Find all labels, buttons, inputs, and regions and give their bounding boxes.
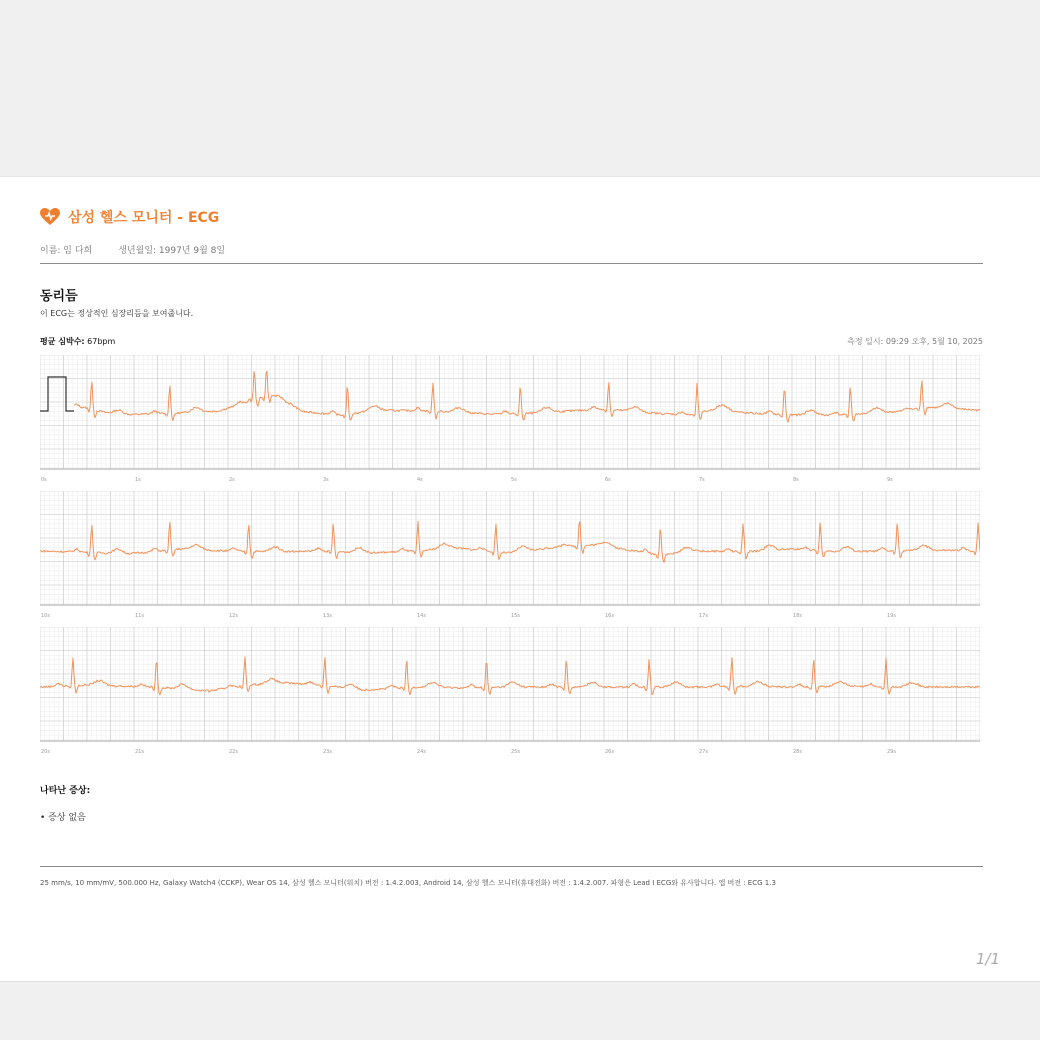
ecg-time-label: 28s [793,749,802,755]
ecg-time-label: 12s [229,613,238,619]
ecg-time-label: 18s [793,613,802,619]
ecg-time-label: 7s [699,477,705,483]
ecg-time-label: 4s [417,477,423,483]
heart-icon [40,208,60,226]
ecg-time-label: 23s [323,749,332,755]
ecg-time-label: 16s [605,613,614,619]
ecg-time-label: 24s [417,749,426,755]
ecg-time-label: 10s [41,613,50,619]
ecg-time-label: 6s [605,477,611,483]
ecg-strip-2 [40,491,980,619]
measured-at: 측정 일시: 09:29 오후, 5월 10, 2025 [847,337,983,346]
result-title: 동리듬 [40,289,78,304]
footer-divider [40,866,983,867]
ecg-time-label: 21s [135,749,144,755]
ecg-time-label: 15s [511,613,520,619]
report-page [0,176,1040,982]
ecg-time-label: 17s [699,613,708,619]
average-heart-rate-value: 67bpm [87,337,116,346]
app-title: 삼성 헬스 모니터 - ECG [68,210,220,226]
result-description: 이 ECG는 정상적인 심장리듬을 보여줍니다. [40,309,194,318]
patient-info [40,243,225,256]
ecg-time-label: 2s [229,477,235,483]
ecg-time-label: 13s [323,613,332,619]
ecg-time-label: 20s [41,749,50,755]
ecg-time-label: 26s [605,749,614,755]
ecg-time-label: 3s [323,477,329,483]
ecg-strip-1 [40,355,980,483]
report-header [40,207,219,227]
header-divider [40,263,983,264]
patient-birthdate: 생년월일: 1997년 9월 8일 [118,246,226,256]
ecg-time-label: 8s [793,477,799,483]
ecg-time-label: 29s [887,749,896,755]
ecg-time-label: 14s [417,613,426,619]
symptom-item: • 증상 없음 [40,813,86,823]
patient-name: 이름: 임 다희 [40,246,93,256]
ecg-time-label: 11s [135,613,144,619]
average-heart-rate [40,336,115,347]
ecg-time-label: 19s [887,613,896,619]
calibration-pulse [40,377,74,411]
device-footnote: 25 mm/s, 10 mm/mV, 500.000 Hz, Galaxy Watch4 (CCKP), Wear OS 14, 삼성 헬스 모니터(워치) 버전 : 1.4.2.003, Android 14, 삼성 헬스 모니터(휴대전화) 버전 : 1.4.2.007. 파형은 Lead I ECG와 유사합니다. 앱 버전 : ECG 1.3 [40,879,776,887]
ecg-strip-3 [40,627,980,755]
ecg-time-label: 9s [887,477,893,483]
ecg-time-label: 25s [511,749,520,755]
ecg-time-label: 0s [41,477,47,483]
average-heart-rate-label: 평균 심박수: [40,337,85,346]
ecg-time-label: 1s [135,477,141,483]
ecg-time-label: 5s [511,477,517,483]
page-number: 1/1 [975,950,1000,968]
ecg-time-label: 27s [699,749,708,755]
symptoms-title: 나타난 증상: [40,786,91,796]
ecg-grid-major [40,355,980,469]
ecg-grid-major [40,491,980,605]
ecg-time-label: 22s [229,749,238,755]
